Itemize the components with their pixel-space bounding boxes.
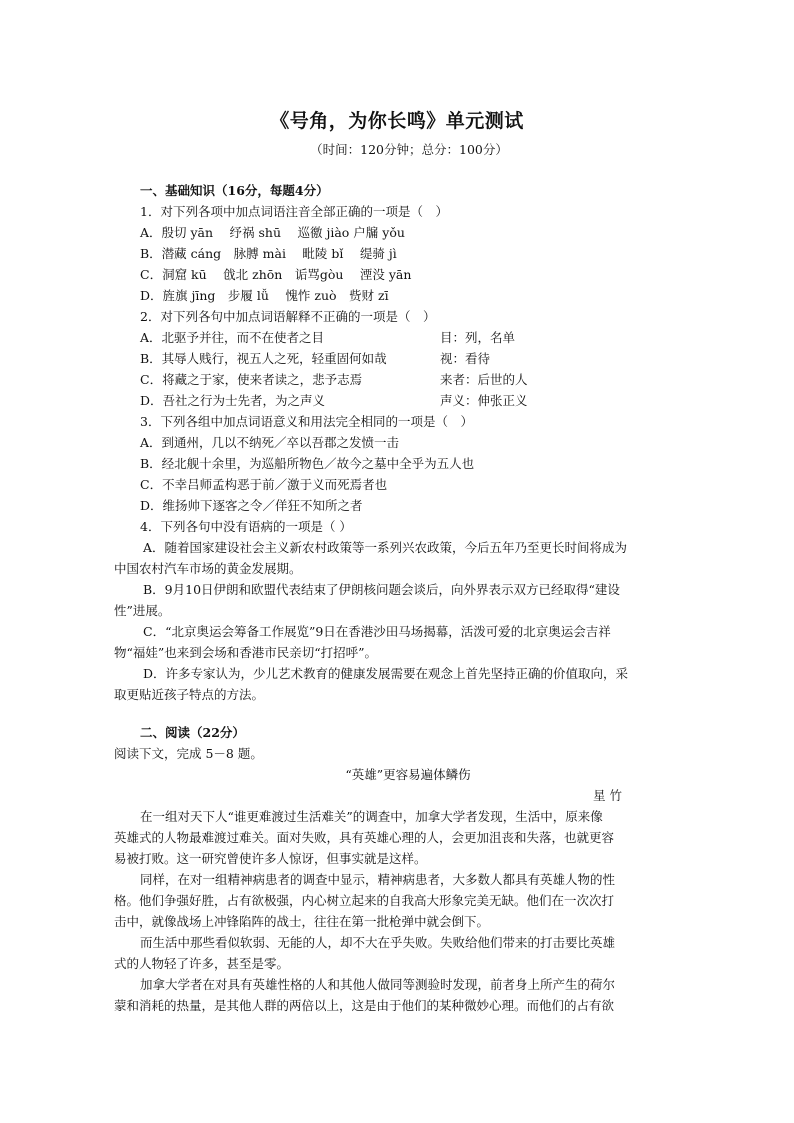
paragraph-line: 蒙和消耗的热量，是其他人群的两倍以上，这是由于他们的某种微妙心理。而他们的占有欲 xyxy=(114,998,615,1013)
option-continuation: 中国农村汽车市场的黄金发展期。 xyxy=(114,561,302,576)
option-gloss: 声义：伸张正义 xyxy=(440,393,528,408)
option-line: A．到通州，几以不纳死／卒以吾郡之发愤一击 xyxy=(140,435,400,450)
section-heading: 二、阅读（22分） xyxy=(140,725,245,740)
option-sentence: A．北驱予并往，而不在使者之目 xyxy=(140,330,325,345)
option-gloss: 目：列，名单 xyxy=(440,330,516,345)
paragraph-line: 加拿大学者在对具有英雄性格的人和其他人做同等测验时发现，前者身上所产生的荷尔 xyxy=(140,977,616,992)
paragraph-line: 击中，就像战场上冲锋陷阵的战士，往往在第一批枪弹中就会倒下。 xyxy=(114,914,490,929)
paragraph-line: 在一组对天下人“谁更难渡过生活难关”的调查中，加拿大学者发现，生活中，原来像 xyxy=(140,809,603,824)
paragraph-line: 易被打败。这一研究曾使许多人惊讶，但事实就是这样。 xyxy=(114,851,427,866)
paragraph-line: 英雄式的人物最难渡过难关。面对失败，具有英雄心理的人，会更加沮丧和失落，也就更容 xyxy=(114,830,615,845)
option-sentence: D．吾社之行为士先者，为之声义 xyxy=(140,393,326,408)
option-line: A．随着国家建设社会主义新农村政策等一系列兴农政策，今后五年乃至更长时间将成为 xyxy=(143,540,628,555)
document-subtitle: （时间：120分钟；总分：100分） xyxy=(310,142,508,157)
question-stem: 2．对下列各句中加点词语解释不正确的一项是（ ） xyxy=(140,309,436,324)
option-continuation: 取更贴近孩子特点的方法。 xyxy=(114,687,265,702)
option-line xyxy=(114,348,682,369)
option-line: C．不幸吕师孟构恶于前／激于义而死焉者也 xyxy=(140,477,388,492)
paragraph-line: 而生活中那些看似软弱、无能的人，却不大在乎失败。失败给他们带来的打击要比英雄 xyxy=(140,935,616,950)
option-line xyxy=(114,390,682,411)
option-line: C．洞窟 kū 戗北 zhōn 诟骂gòu 湮没 yān xyxy=(140,267,412,282)
article-author: 星 竹 xyxy=(593,788,622,803)
option-line: D．许多专家认为，少儿艺术教育的健康发展需要在观念上首先坚持正确的价值取向，采 xyxy=(143,666,629,681)
option-gloss: 来者：后世的人 xyxy=(440,372,528,387)
question-stem: 3．下列各组中加点词语意义和用法完全相同的一项是（ ） xyxy=(140,414,473,429)
option-line: B．9月10日伊朗和欧盟代表结束了伊朗核问题会谈后，向外界表示双方已经取得“建设 xyxy=(143,582,620,597)
option-line: D．维扬帅下逐客之令／佯狂不知所之者 xyxy=(140,498,363,513)
reading-instruction: 阅读下文，完成 5－8 题。 xyxy=(114,746,263,761)
option-line: D．旌旗 jīng 步履 lǚ 愧怍 zuò 赀财 zī xyxy=(140,288,389,303)
paragraph-line: 同样，在对一组精神病患者的调查中显示，精神病患者，大多数人都具有英雄人物的性 xyxy=(140,872,616,887)
option-line xyxy=(114,327,682,348)
option-sentence: B．其辱人贱行，视五人之死，轻重固何如哉 xyxy=(140,351,387,366)
option-continuation: 性”进展。 xyxy=(114,603,171,618)
option-line: B．潜藏 cáng 脉膊 mài 毗陵 bǐ 缇骑 jì xyxy=(140,246,397,261)
paragraph-line: 格。他们争强好胜，占有欲极强，内心树立起来的自我高大形象完美无缺。他们在一次次打 xyxy=(114,893,615,908)
question-stem: 1．对下列各项中加点词语注音全部正确的一项是（ ） xyxy=(140,204,448,219)
option-line: C．“北京奥运会筹备工作展览”9日在香港沙田马场揭幕，活泼可爱的北京奥运会吉祥 xyxy=(143,624,611,639)
option-line: A．殷切 yān 纾祸 shū 巡徼 jiào 户牖 yǒu xyxy=(140,225,405,240)
question-stem: 4．下列各句中没有语病的一项是（ ） xyxy=(140,519,352,534)
document-title: 《号角，为你长鸣》单元测试 xyxy=(270,110,524,132)
option-continuation: 物“福娃”也来到会场和香港市民亲切“打招呼”。 xyxy=(114,645,378,660)
option-line xyxy=(114,369,682,390)
section-heading: 一、基础知识（16分，每题4分） xyxy=(140,183,329,198)
document-body xyxy=(114,180,682,1016)
paragraph-line: 式的人物轻了许多，甚至是零。 xyxy=(114,956,290,971)
option-sentence: C．将藏之于家，使来者读之，悲予志焉 xyxy=(140,372,363,387)
option-line: B．经北舰十余里，为巡船所物色／故今之墓中全乎为五人也 xyxy=(140,456,475,471)
article-title: “英雄”更容易遍体鳞伤 xyxy=(345,767,471,782)
option-gloss: 视：看待 xyxy=(440,351,491,366)
